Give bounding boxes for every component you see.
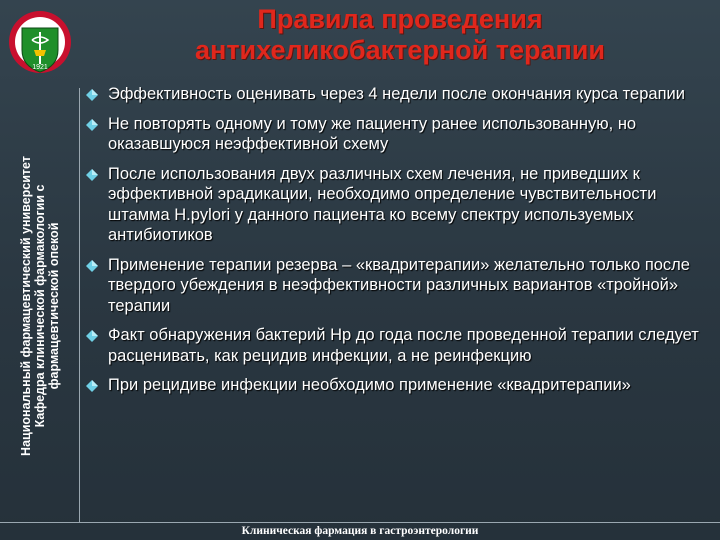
university-name: Национальный фармацевтический университет [19, 156, 33, 456]
department-name-line1: Кафедра клинической фармакологии с [33, 184, 47, 428]
list-item [84, 114, 710, 155]
title-line-1: Правила проведения [257, 4, 543, 34]
diamond-bullet-icon [86, 89, 98, 101]
diamond-bullet-icon [86, 260, 98, 272]
list-item [84, 325, 710, 366]
sidebar [0, 0, 80, 522]
diamond-bullet-icon [86, 169, 98, 181]
list-item [84, 164, 710, 246]
university-logo [8, 6, 72, 78]
title-line-2: антихеликобактерной терапии [195, 35, 605, 65]
list-item [84, 255, 710, 317]
footer-text: Клиническая фармация в гастроэнтерологии [241, 525, 479, 537]
vertical-divider [79, 88, 80, 522]
logo-year: 1921 [32, 64, 48, 71]
list-item-text: Эффективность оценивать через 4 недели после окончания курса терапии [108, 85, 685, 103]
diamond-bullet-icon [86, 119, 98, 131]
list-item-text: Факт обнаружения бактерий Hp до года после проведенной терапии следует расценивать, как рецидив инфекции, а не реинфекцию [108, 326, 699, 365]
list-item [84, 375, 710, 396]
department-name-line2: фармацевтической опекой [47, 222, 61, 390]
list-item-text: При рецидиве инфекции необходимо применение «квадритерапии» [108, 376, 631, 394]
diamond-bullet-icon [86, 380, 98, 392]
diamond-bullet-icon [86, 330, 98, 342]
slide-title [90, 4, 710, 66]
bullet-list [84, 84, 710, 405]
list-item-text: Применение терапии резерва – «квадритерапии» желательно только после твердого убеждения в неэффективности различных вариантов «тройной» терапии [108, 255, 690, 315]
list-item-text: После использования двух различных схем лечения, не приведших к эффективной эрадикации, необходимо определение чувствительности штамма H.pylori у данного пациента ко всему спектру используемых антибиотиков [108, 164, 657, 244]
list-item [84, 84, 710, 105]
university-name-vertical [19, 96, 61, 516]
list-item-text: Не повторять одному и тому же пациенту ранее использованную, но оказавшуюся неэффективной схему [108, 114, 637, 153]
